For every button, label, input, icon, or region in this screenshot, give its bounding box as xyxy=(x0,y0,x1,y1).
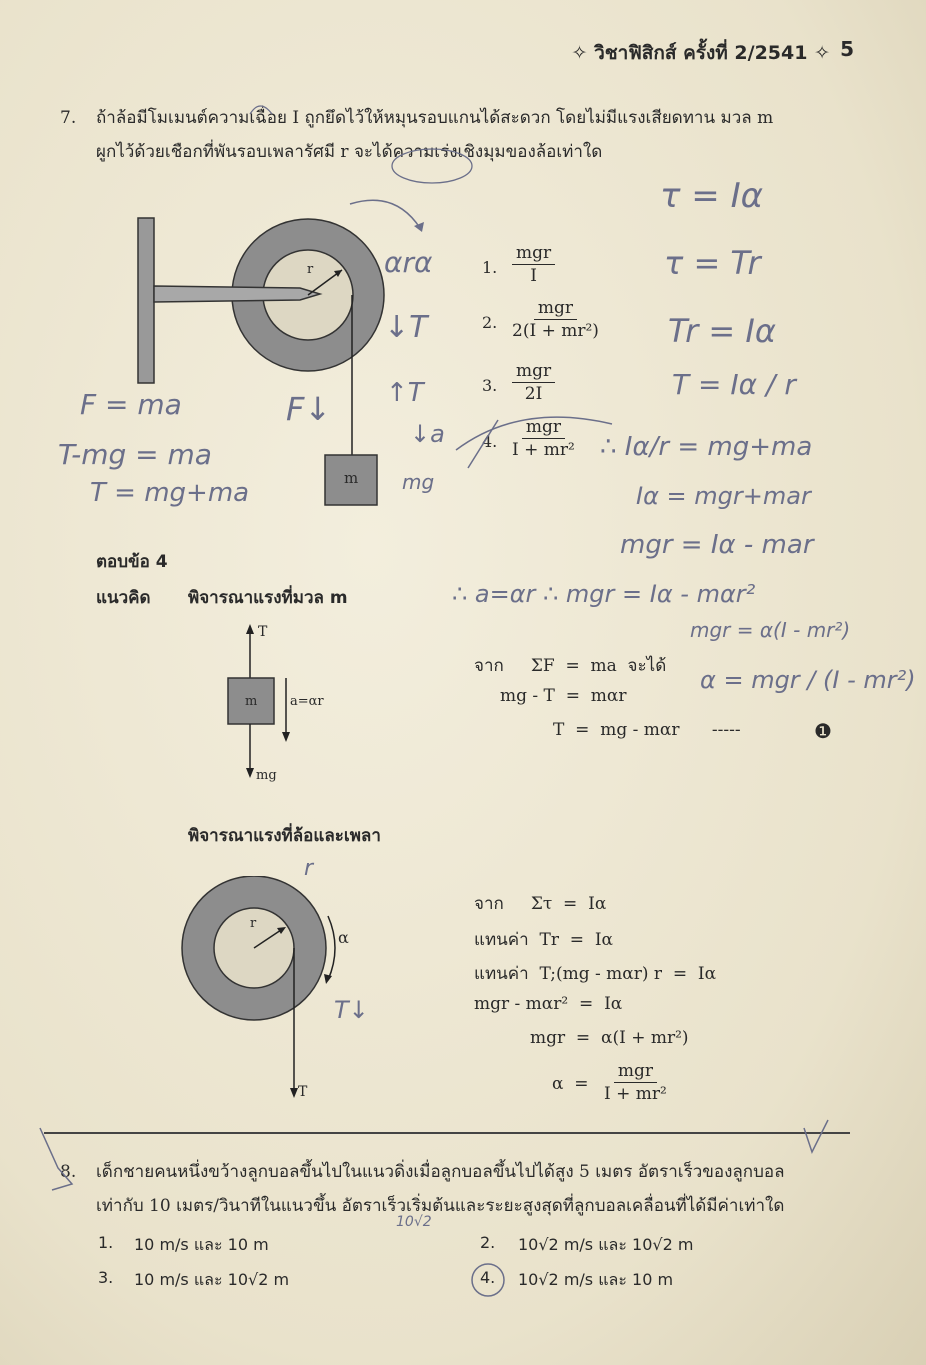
handwriting-note-19: αrα xyxy=(384,246,433,279)
eq1-line1: จาก ΣF = ma จะได้ xyxy=(474,656,667,676)
q8-option-1-text: 10 m/s และ 10 m xyxy=(134,1235,269,1254)
handwriting-note-17: ↓a xyxy=(410,420,445,448)
q7-option-1-numerator: mgr xyxy=(512,242,555,265)
eq2-line3: แทนค่า T;(mg - mαr) r = Iα xyxy=(474,964,717,984)
q8-number: 8. xyxy=(60,1162,77,1182)
eq2-line2: แทนค่า Tr = Iα xyxy=(474,930,614,950)
concept1-text: พิจารณาแรงที่มวล m xyxy=(188,588,348,608)
eq2-line4: mgr - mαr² = Iα xyxy=(474,994,623,1014)
q8-line2: เท่ากับ 10 เมตร/วินาทีในแนวขึ้น อัตราเร็วเริ่มต้นและระยะสูงสุดที่ลูกบอลเคลื่อนที่ได้มีค่าเท่าใด xyxy=(96,1196,785,1216)
handwriting-note-2: τ = Tr xyxy=(664,244,761,282)
handwriting-note-12: mgr = α(I - mr²) xyxy=(690,618,851,642)
handwriting-note-10: mgr = Iα - mar xyxy=(620,530,814,560)
handwriting-note-18: mg xyxy=(402,470,435,494)
wheel-tension-label: T xyxy=(298,1084,308,1100)
q7-option-3-denominator: 2I xyxy=(524,384,543,404)
final-numerator: mgr xyxy=(614,1060,657,1083)
q7-option-2-numerator: mgr xyxy=(534,297,577,320)
q7-option-1-denominator: I xyxy=(530,266,537,286)
handwriting-note-8: ∴ Iα/r = mg+ma xyxy=(600,432,813,462)
handwriting-note-20: r xyxy=(304,856,314,881)
handwriting-note-6: T-mg = ma xyxy=(58,438,212,471)
q7-option-2-num: 2. xyxy=(482,313,498,332)
q7-line2: ผูกไว้ด้วยเชือกที่พันรอบเพลารัศมี r จะได้ความเร่งเชิงมุมของล้อเท่าใด xyxy=(96,142,603,162)
handwriting-note-3: Tr = Iα xyxy=(668,312,776,350)
wheel-alpha-label: α xyxy=(338,928,349,947)
eq1-line3: T = mg - mαr ----- xyxy=(553,720,741,740)
q7-option-2-denominator: 2(I + mr²) xyxy=(512,321,599,341)
eq1-marker: ❶ xyxy=(814,719,832,743)
handwriting-note-16: ↑T xyxy=(386,378,424,408)
handwriting-note-14: F↓ xyxy=(286,390,332,428)
handwriting-note-9: Iα = mgr+mar xyxy=(636,482,811,510)
diagram-mass-label: m xyxy=(344,469,359,487)
handwriting-note-7: T = mg+ma xyxy=(90,478,250,508)
q7-option-4-denominator: I + mr² xyxy=(512,440,575,460)
handwriting-note-1: τ = Iα xyxy=(660,176,764,216)
eq2-line5: mgr = α(I + mr²) xyxy=(530,1028,689,1048)
handwriting-note-5: F = ma xyxy=(80,388,182,421)
q7-line1: ถ้าล้อมีโมเมนต์ความเฉื่อย I ถูกยึดไว้ให้หมุนรอบแกนได้สะดวก โดยไม่มีแรงเสียดทาน มวล m xyxy=(96,108,774,128)
q8-line1: เด็กชายคนหนึ่งขว้างลูกบอลขึ้นไปในแนวดิ่งเมื่อลูกบอลขึ้นไปได้สูง 5 เมตร อัตราเร็วของลูกบอล xyxy=(96,1162,785,1182)
handwriting-note-15: ↓T xyxy=(384,310,428,345)
fbd-weight-label: mg xyxy=(256,768,277,783)
answer-label: ตอบข้อ 4 xyxy=(96,552,168,572)
q8-option-2-num: 2. xyxy=(480,1233,496,1252)
eq2-line1: จาก Στ = Iα xyxy=(474,894,607,914)
q7-number: 7. xyxy=(60,108,77,128)
q7-option-4-numerator: mgr xyxy=(522,416,565,439)
q8-option-3-text: 10 m/s และ 10√2 m xyxy=(134,1270,290,1289)
q7-option-1-num: 1. xyxy=(482,258,498,277)
concept2-text: พิจารณาแรงที่ล้อและเพลา xyxy=(188,826,381,846)
diagram-radius-label: r xyxy=(307,262,314,277)
fbd-tension-label: T xyxy=(258,624,268,640)
fbd-accel-label: a=αr xyxy=(290,694,324,709)
header-title: ✧ วิชาฟิสิกส์ ครั้งที่ 2/2541 ✧ xyxy=(571,42,830,64)
final-denominator: I + mr² xyxy=(604,1084,667,1104)
q7-option-3-num: 3. xyxy=(482,376,498,395)
q7-option-3-numerator: mgr xyxy=(512,360,555,383)
handwriting-note-21: T↓ xyxy=(334,996,369,1024)
q8-option-4-text: 10√2 m/s และ 10 m xyxy=(518,1270,674,1289)
handwriting-note-4: T = Iα / r xyxy=(672,368,796,401)
q8-option-3-num: 3. xyxy=(98,1268,114,1287)
handwriting-note-22: 10√2 xyxy=(396,1214,432,1230)
q8-option-1-num: 1. xyxy=(98,1233,114,1252)
page-number: 5 xyxy=(840,37,854,61)
q8-option-2-text: 10√2 m/s และ 10√2 m xyxy=(518,1235,694,1254)
wheel-radius-label: r xyxy=(250,916,257,931)
concept-label: แนวคิด xyxy=(96,588,151,608)
final-lhs: α = xyxy=(552,1074,589,1094)
handwriting-note-13: α = mgr / (I - mr²) xyxy=(700,666,916,694)
eq1-line2: mg - T = mαr xyxy=(500,686,627,706)
q7-option-4-num: 4. xyxy=(482,432,498,451)
fbd-mass-label: m xyxy=(245,694,258,709)
handwriting-note-11: ∴ a=αr ∴ mgr = Iα - mαr² xyxy=(452,580,756,608)
q8-option-4-num: 4. xyxy=(480,1268,496,1287)
